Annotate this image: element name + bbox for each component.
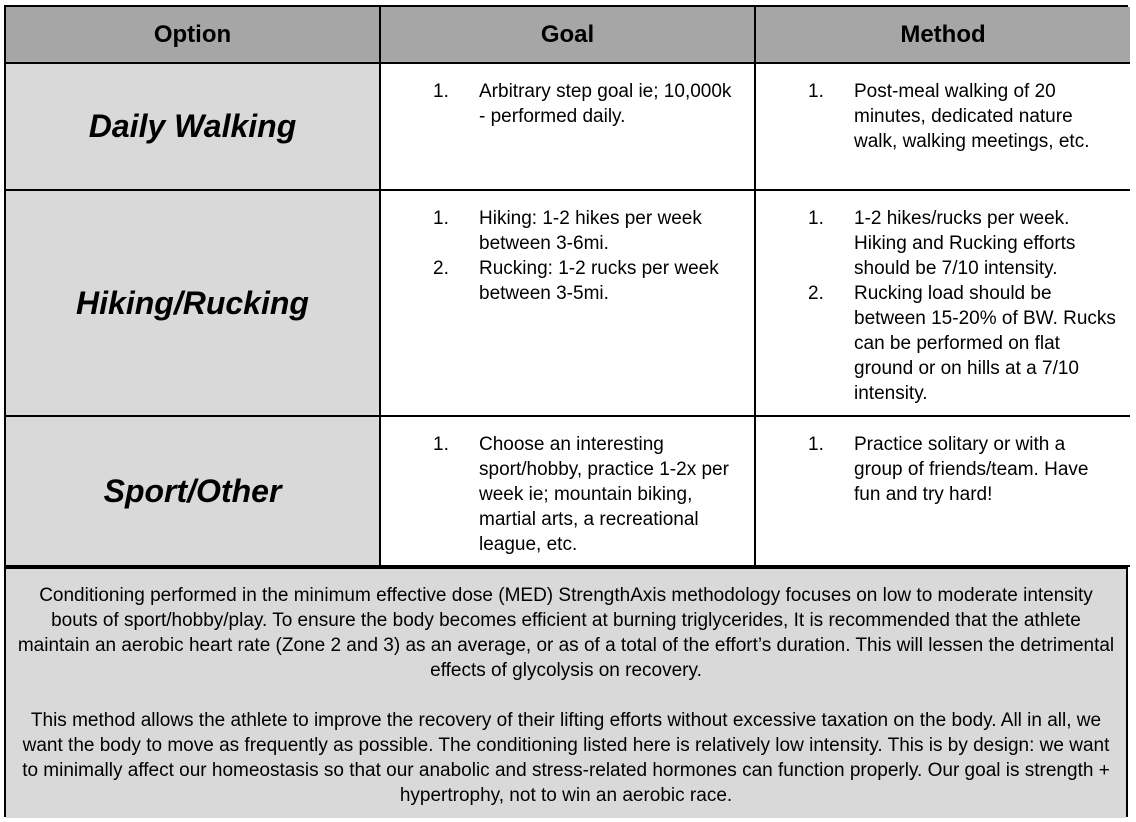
goal-cell	[380, 190, 755, 416]
option-label: Daily Walking	[6, 63, 380, 190]
note-paragraph: This method allows the athlete to improve the recovery of their lifting efforts without excessive taxation on the body. All in all, we want the body to move as frequently as possible. The conditioning listed here is relatively low intensity. This is by design: we want to minimally affect our homeostasis so that our anabolic and stress-related hormones can function properly. Our goal is strength + hypertrophy, not to win an aerobic race.	[22, 710, 1110, 806]
list-item: 1. Choose an interesting sport/hobby, practice 1-2x per week ie; mountain biking, martial arts, a recreational league, etc.	[433, 434, 729, 555]
summary-note	[6, 567, 1126, 818]
header-option: Option	[6, 7, 380, 63]
conditioning-table	[6, 7, 1130, 567]
goal-cell	[380, 416, 755, 566]
goal-list	[433, 432, 742, 557]
list-item: 1. Hiking: 1-2 hikes per week between 3-6mi.	[433, 208, 702, 254]
note-paragraph: Conditioning performed in the minimum effective dose (MED) StrengthAxis methodology focuses on low to moderate intensity bouts of sport/hobby/play. To ensure the body becomes efficient at burning triglycerides, It is recommended that the athlete maintain an aerobic heart rate (Zone 2 and 3) as an average, or as of a total of the effort’s duration. This will lessen the detrimental effects of glycolysis on recovery.	[17, 585, 1115, 681]
table-row	[6, 63, 1130, 190]
method-list	[808, 79, 1118, 154]
list-item: 1. 1-2 hikes/rucks per week. Hiking and Rucking efforts should be 7/10 intensity.	[808, 208, 1076, 279]
header-row	[6, 7, 1130, 63]
method-cell	[755, 416, 1130, 566]
goal-list	[433, 206, 742, 306]
method-list	[808, 432, 1118, 507]
table-row	[6, 190, 1130, 416]
table-row	[6, 416, 1130, 566]
header-goal: Goal	[380, 7, 755, 63]
list-item: 2. Rucking: 1-2 rucks per week between 3-5mi.	[433, 258, 719, 304]
list-item: 2. Rucking load should be between 15-20% of BW. Rucks can be performed on flat ground or on hills at a 7/10 intensity.	[808, 283, 1116, 404]
list-item: 1. Post-meal walking of 20 minutes, dedicated nature walk, walking meetings, etc.	[808, 81, 1090, 152]
header-method: Method	[755, 7, 1130, 63]
list-item: 1. Practice solitary or with a group of friends/team. Have fun and try hard!	[808, 434, 1089, 505]
option-label: Hiking/Rucking	[6, 190, 380, 416]
method-list	[808, 206, 1118, 406]
goal-list	[433, 79, 742, 129]
list-item: 1. Arbitrary step goal ie; 10,000k - performed daily.	[433, 81, 732, 127]
method-cell	[755, 63, 1130, 190]
conditioning-document	[4, 5, 1128, 817]
method-cell	[755, 190, 1130, 416]
option-label: Sport/Other	[6, 416, 380, 566]
goal-cell	[380, 63, 755, 190]
